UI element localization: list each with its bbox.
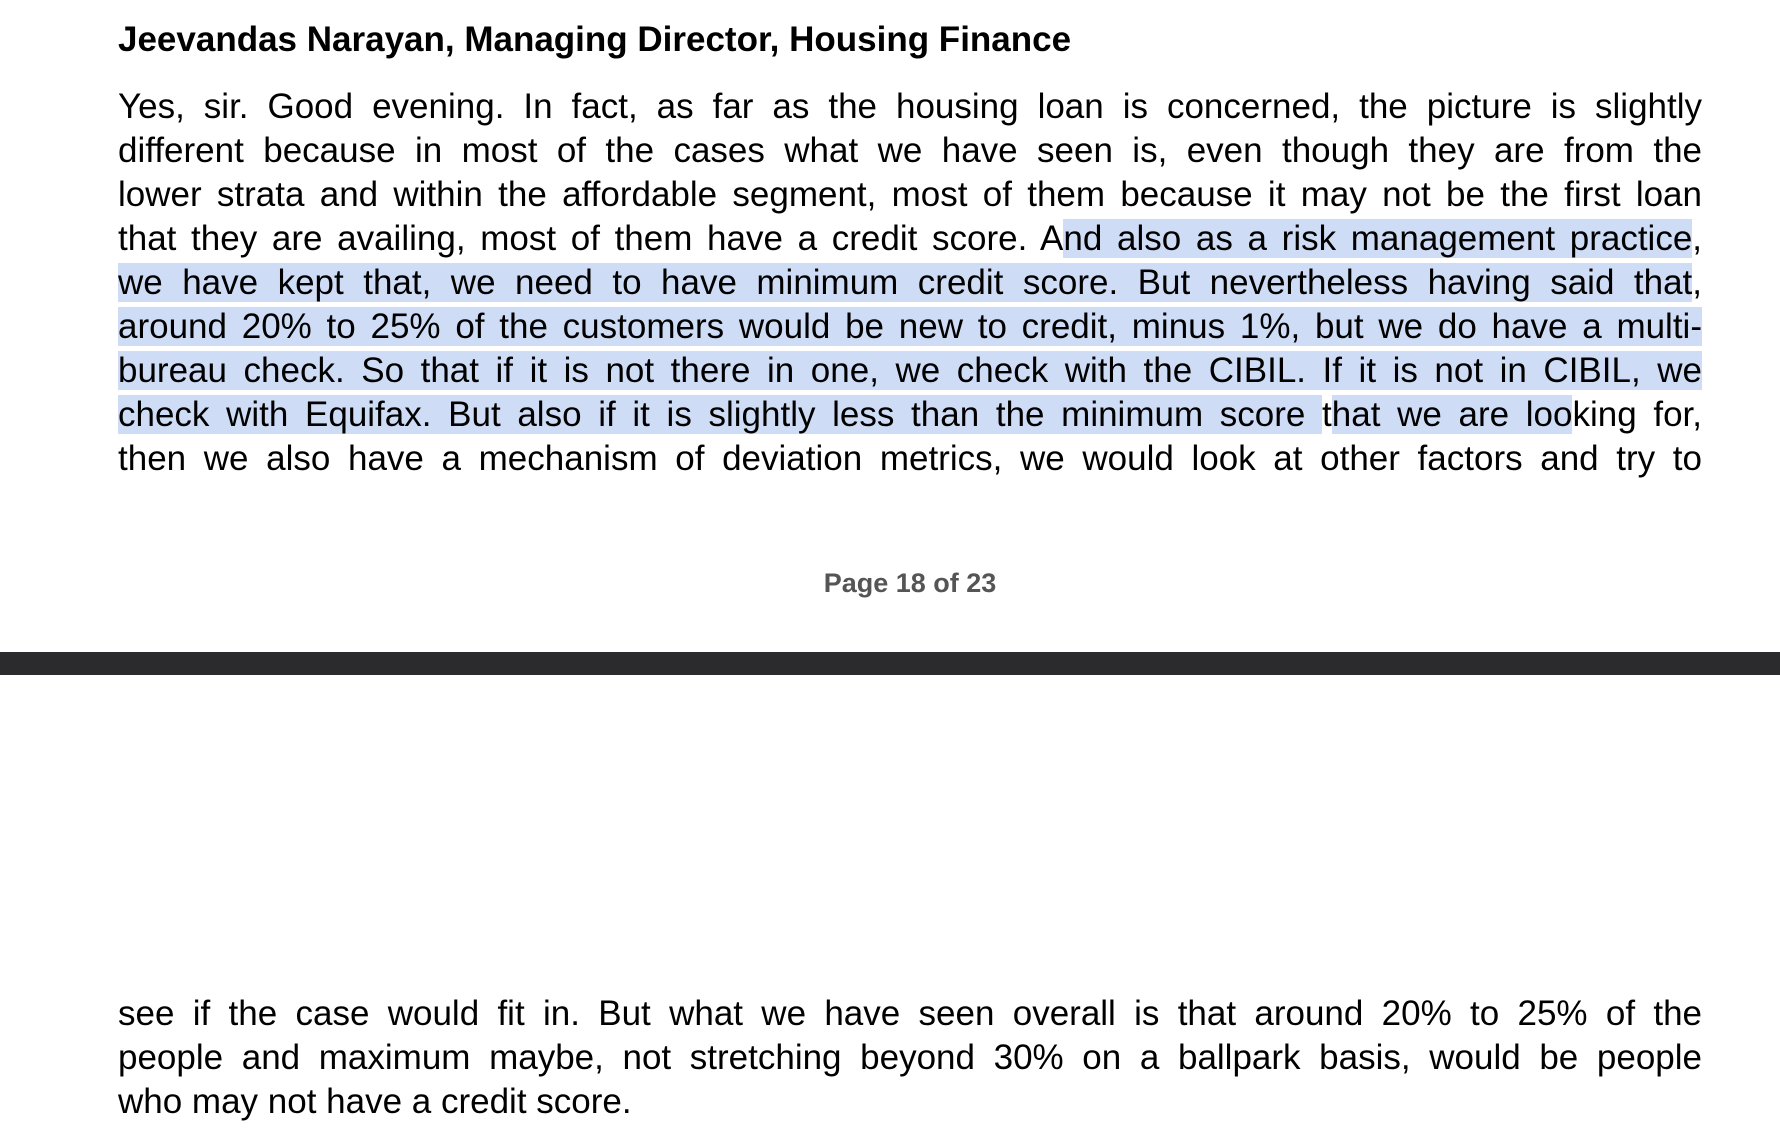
speaker-heading: Jeevandas Narayan, Managing Director, Housing Finance bbox=[118, 20, 1072, 59]
text-run: who may not have a credit score. bbox=[118, 1082, 632, 1121]
paragraph-line bbox=[118, 305, 1702, 349]
selected-text: around 20% to 25% of the customers would be new to credit, minus 1%, but we do have a multi- bbox=[118, 307, 1702, 346]
selected-text: check with Equifax. But also if it is slightly less than the minimum score bbox=[118, 395, 1323, 434]
text-run: Yes, sir. Good evening. In fact, as far as the housing loan is concerned, the picture is slightly bbox=[118, 87, 1702, 126]
paragraph-line bbox=[118, 173, 1702, 217]
text-run: different because in most of the cases what we have seen is, even though they are from the bbox=[118, 131, 1702, 170]
paragraph-line bbox=[118, 1080, 1702, 1124]
document-page bbox=[0, 675, 1780, 1142]
text-run: , bbox=[1692, 263, 1702, 302]
paragraph-line bbox=[118, 1036, 1702, 1080]
text-run: lower strata and within the affordable segment, most of them because it may not be the first loan bbox=[118, 175, 1702, 214]
paragraph-line bbox=[118, 261, 1702, 305]
paragraph-line bbox=[118, 129, 1702, 173]
paragraph-line bbox=[118, 349, 1702, 393]
text-run: see if the case would fit in. But what we have seen overall is that around 20% to 25% of the bbox=[118, 994, 1702, 1033]
text-run: people and maximum maybe, not stretching beyond 30% on a ballpark basis, would be people bbox=[118, 1038, 1702, 1077]
paragraph-line bbox=[118, 393, 1702, 437]
paragraph-line bbox=[118, 992, 1702, 1036]
text-run: king for, bbox=[1572, 395, 1702, 434]
text-run: t bbox=[1322, 395, 1332, 434]
page-number-footer: Page 18 of 23 bbox=[823, 568, 997, 598]
selected-text: hat we are loo bbox=[1331, 395, 1573, 434]
paragraph-line bbox=[118, 85, 1702, 129]
selected-text: nd also as a risk management practice bbox=[1063, 219, 1693, 258]
selected-text: bureau check. So that if it is not there in one, we check with the CIBIL. If it is not in CIBIL, we bbox=[118, 351, 1702, 390]
text-run: , bbox=[1692, 219, 1703, 258]
selected-text: we have kept that, we need to have minimum credit score. But nevertheless having said that bbox=[118, 263, 1693, 302]
page-separator bbox=[0, 652, 1780, 675]
paragraph-line bbox=[118, 437, 1702, 481]
text-run: then we also have a mechanism of deviation metrics, we would look at other factors and try to bbox=[118, 439, 1702, 478]
text-run: that they are availing, most of them have a credit score. A bbox=[118, 219, 1064, 258]
paragraph-line bbox=[118, 217, 1702, 261]
